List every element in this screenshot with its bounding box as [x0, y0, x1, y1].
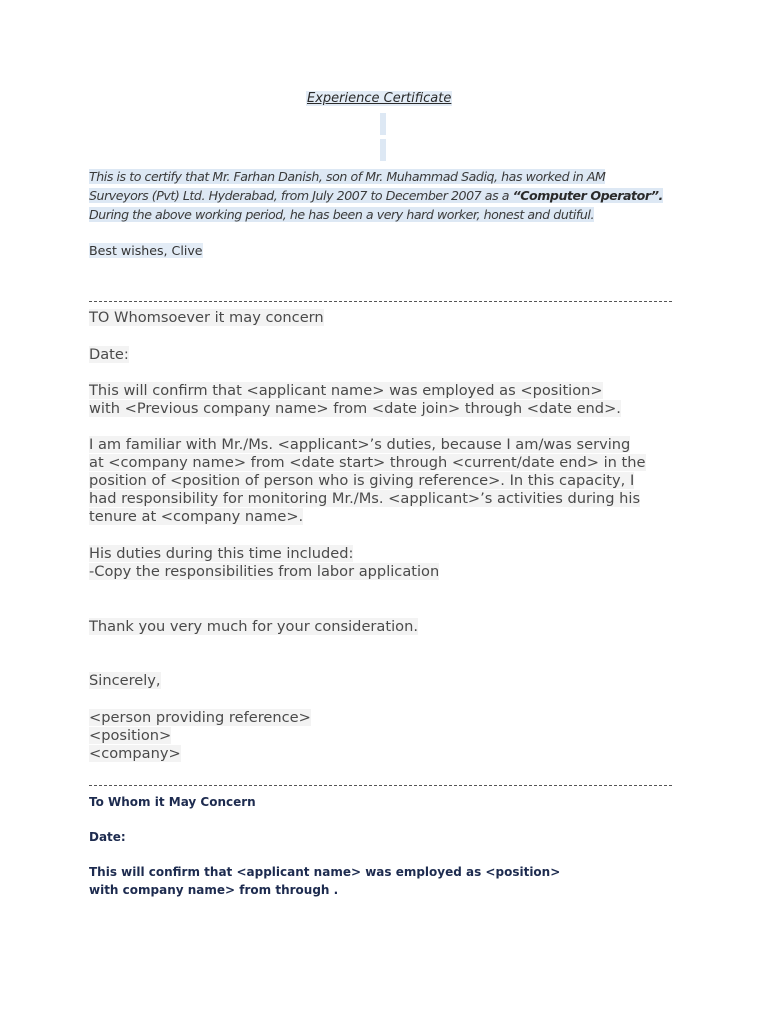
letter-confirm-line: with <Previous company name> from <date join> through <date end>. [89, 400, 621, 417]
short-letter-confirm-line: This will confirm that <applicant name> was employed as <position> [89, 865, 561, 879]
section-divider [89, 301, 672, 302]
certificate-body [89, 167, 664, 224]
letter-familiar-line: had responsibility for monitoring Mr./Ms. <applicant>’s activities during his [89, 490, 641, 507]
letter-familiar-line: at <company name> from <date start> through <current/date end> in the [89, 454, 646, 471]
highlight-marker [380, 139, 386, 161]
letter-confirm-line: This will confirm that <applicant name> was employed as <position> [89, 382, 603, 399]
letter-duties-line: His duties during this time included: [89, 545, 354, 562]
letter-closing: Sincerely, [89, 672, 161, 689]
short-letter-salutation: To Whom it May Concern [89, 795, 256, 809]
letter-signature-line: <company> [89, 745, 181, 762]
letter-familiar-line: position of <position of person who is giving reference>. In this capacity, I [89, 472, 635, 489]
letter-familiar-line: I am familiar with Mr./Ms. <applicant>’s duties, because I am/was serving [89, 436, 631, 453]
letter-familiar-line: tenure at <company name>. [89, 508, 304, 525]
certificate-body-text-end: During the above working period, he has been a very hard worker, honest and dutiful. [89, 207, 595, 222]
certificate-body-text: This is to certify that Mr. Farhan Danish, son of Mr. Muhammad Sadiq, has worked in AM Surveyors (Pvt) Ltd. Hyderabad, from July 2007 to December 2007 as a [89, 169, 606, 203]
certificate-sign-off: Best wishes, Clive [89, 243, 203, 258]
letter-date-label: Date: [89, 346, 129, 363]
letter-signature-line: <position> [89, 727, 172, 744]
letter-salutation: TO Whomsoever it may concern [89, 309, 324, 326]
short-letter-date-label: Date: [89, 830, 126, 844]
short-letter-confirm-line: with company name> from through . [89, 883, 339, 897]
highlight-marker [380, 113, 386, 135]
letter-thanks: Thank you very much for your consideration. [89, 618, 418, 635]
letter-duties-line: -Copy the responsibilities from labor application [89, 563, 440, 580]
certificate-job-title: “Computer Operator”. [512, 188, 663, 203]
letter-signature-line: <person providing reference> [89, 709, 311, 726]
certificate-title: Experience Certificate [307, 91, 452, 106]
section-divider [89, 785, 672, 786]
